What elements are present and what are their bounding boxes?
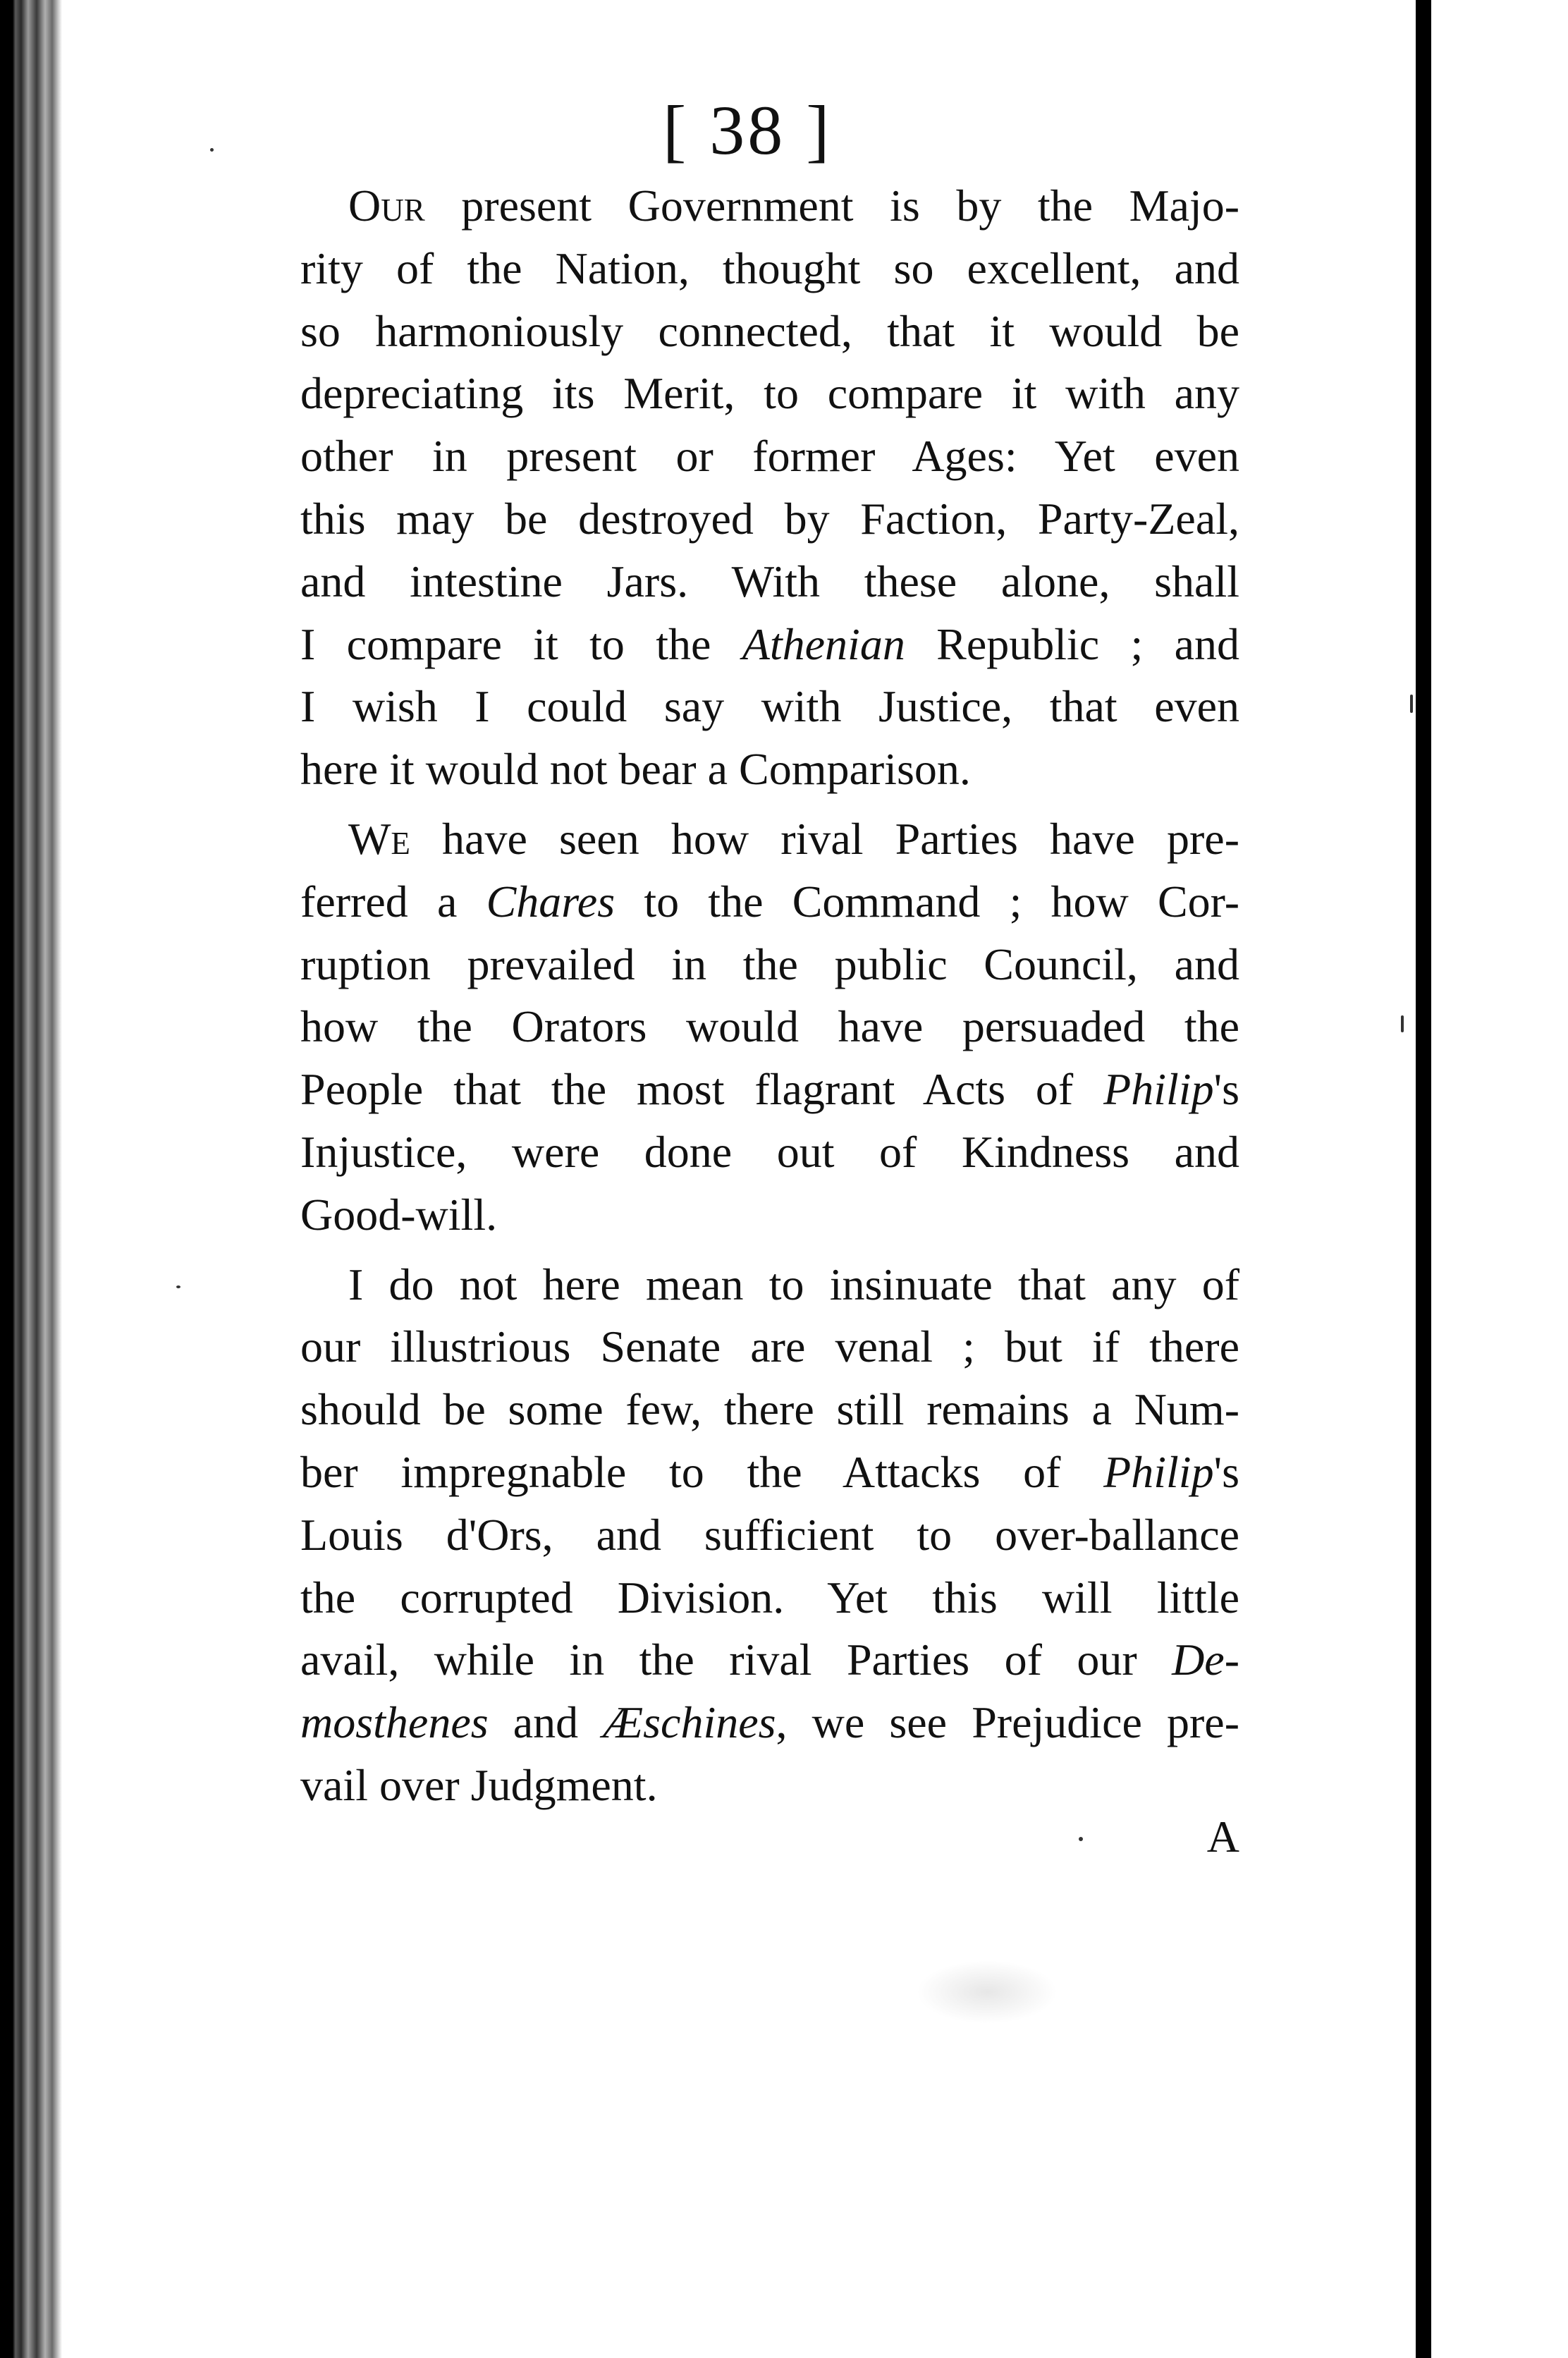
text-line (300, 362, 1239, 425)
text-line (300, 1058, 1239, 1121)
text-line (300, 425, 1239, 488)
text-line (300, 1441, 1239, 1504)
text-line (300, 1567, 1239, 1630)
text-line (300, 551, 1239, 613)
scan-speck (210, 148, 214, 152)
text-run: De- (1172, 1635, 1239, 1685)
text-run: Our (348, 181, 425, 231)
right-scan-edge (1416, 0, 1431, 2358)
text-run: this may be destroyed by Faction, Party-Zeal, (300, 493, 1239, 544)
text-run: 's (1213, 1446, 1239, 1497)
text-run: and intestine Jars. With these alone, shall (300, 556, 1239, 606)
text-line (300, 1629, 1239, 1692)
text-run: Philip (1103, 1446, 1214, 1497)
text-run: present Government is by the Majo- (424, 181, 1239, 231)
text-run: I compare it to the (300, 618, 742, 669)
text-line (300, 1754, 1239, 1817)
text-run: and (488, 1697, 604, 1748)
paper-stain (917, 1960, 1058, 2024)
text-run: depreciating its Merit, to compare it with any (300, 368, 1239, 419)
text-line (300, 676, 1239, 738)
paragraph (300, 1254, 1239, 1817)
text-line (300, 738, 1239, 801)
scan-speck (1401, 1015, 1404, 1032)
paragraph (300, 808, 1239, 1247)
paragraph-gap (300, 1247, 1239, 1254)
text-run: avail, while in the rival Parties of our (300, 1635, 1172, 1685)
text-line (300, 1379, 1239, 1441)
text-run: , we see Prejudice pre- (776, 1697, 1240, 1748)
text-line (300, 871, 1239, 934)
scan-speck (1079, 1837, 1083, 1841)
text-line (300, 613, 1239, 676)
text-line (300, 996, 1239, 1058)
page-number: [ 38 ] (663, 91, 833, 169)
scan-speck (176, 1285, 180, 1288)
text-run: other in present or former Ages: Yet even (300, 431, 1239, 482)
scan-speck (1410, 695, 1413, 713)
binding-edge (0, 0, 62, 2358)
text-line (300, 488, 1239, 551)
text-run: People that the most flagrant Acts of (300, 1064, 1104, 1115)
text-run: so harmoniously connected, that it would be (300, 305, 1239, 356)
text-run: ruption prevailed in the public Council, and (300, 939, 1239, 989)
text-run: Chares (486, 876, 615, 927)
text-line (300, 1121, 1239, 1184)
text-line (300, 1316, 1239, 1379)
text-run: We (348, 813, 410, 864)
text-line (300, 1692, 1239, 1754)
text-run: Republic ; and (905, 618, 1240, 669)
text-run: should be some few, there still remains a Num- (300, 1384, 1239, 1435)
text-line (300, 1504, 1239, 1567)
text-run: 's (1213, 1064, 1239, 1115)
text-run: ferred a (300, 876, 486, 927)
text-run: Injustice, were done out of Kindness and (300, 1126, 1239, 1177)
body-text (300, 175, 1239, 1817)
text-run: the corrupted Division. Yet this will little (300, 1572, 1239, 1623)
text-line (300, 175, 1239, 238)
text-run: here it would not bear a Comparison. (300, 744, 971, 795)
text-run: Philip (1103, 1064, 1214, 1115)
paragraph-gap (300, 801, 1239, 808)
text-run: Æschines (603, 1697, 776, 1748)
paragraph (300, 175, 1239, 801)
text-run: I wish I could say with Justice, that even (300, 681, 1239, 732)
text-run: ber impregnable to the Attacks of (300, 1446, 1104, 1497)
text-run: our illustrious Senate are venal ; but if there (300, 1321, 1239, 1372)
text-run: Athenian (742, 618, 905, 669)
text-line (300, 238, 1239, 300)
text-line (300, 1184, 1239, 1247)
text-run: to the Command ; how Cor- (615, 876, 1240, 927)
text-run: Good-will. (300, 1189, 498, 1240)
text-run: vail over Judgment. (300, 1759, 658, 1810)
text-line (300, 1254, 1239, 1317)
text-run: mosthenes (300, 1697, 489, 1748)
text-run: have seen how rival Parties have pre- (410, 813, 1239, 864)
text-line (300, 808, 1239, 871)
right-margin-strip (1431, 0, 1568, 2358)
text-run: how the Orators would have persuaded the (300, 1001, 1239, 1052)
text-line (300, 934, 1239, 996)
text-line (300, 300, 1239, 363)
catchword: A (1206, 1812, 1239, 1862)
text-run: I do not here mean to insinuate that any of (348, 1259, 1239, 1309)
text-run: Louis d'Ors, and sufficient to over-ballance (300, 1509, 1239, 1560)
text-run: rity of the Nation, thought so excellent, and (300, 243, 1239, 293)
